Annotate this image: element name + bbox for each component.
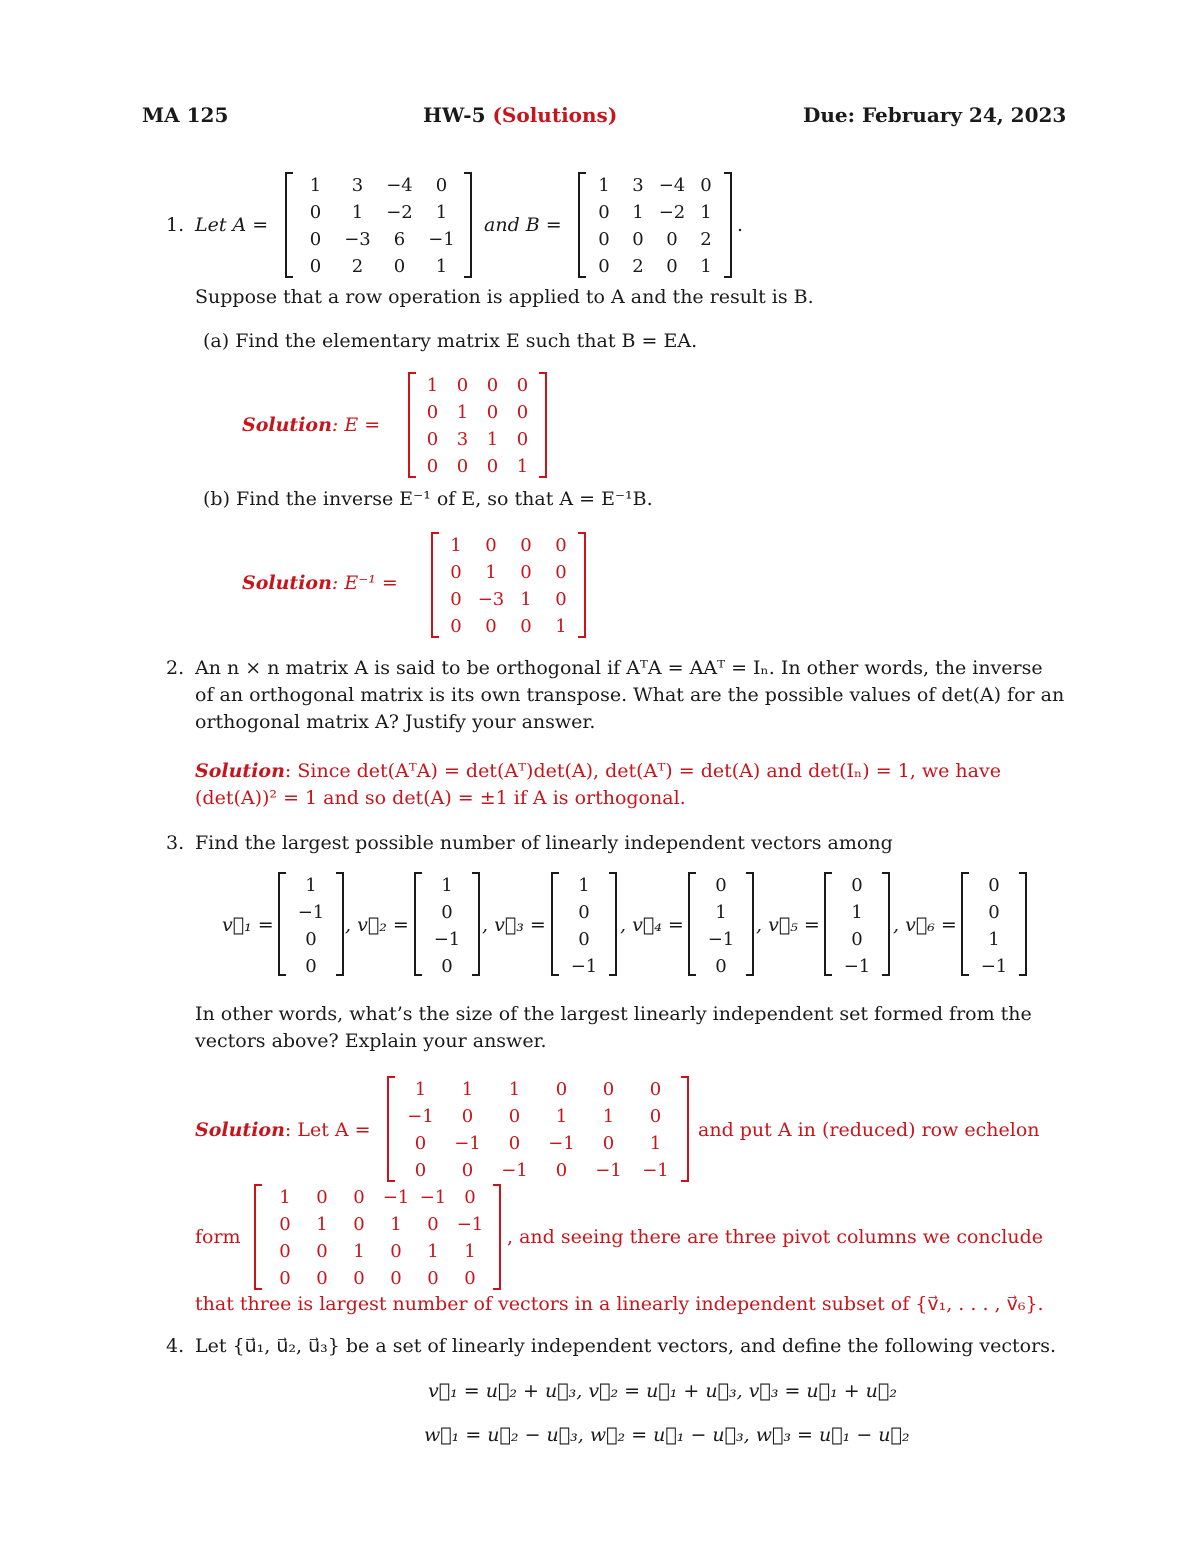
matrix-cell: 0 xyxy=(353,1268,365,1289)
matrix-cell: 0 xyxy=(988,875,1000,896)
p3-line1: Find the largest possible number of linearly independent vectors among xyxy=(195,832,893,854)
matrix-row xyxy=(397,1103,679,1130)
p3-solution-let xyxy=(195,1119,371,1141)
matrix-cell: −1 xyxy=(595,1160,622,1181)
matrix-cell: 0 xyxy=(427,1268,439,1289)
matrix-cell: −1 xyxy=(382,1187,410,1208)
matrix-cell: 1 xyxy=(700,256,712,277)
matrix-cell: 0 xyxy=(851,929,863,950)
matrix-cell: 0 xyxy=(309,229,322,250)
matrix-cell: 1 xyxy=(649,1133,662,1154)
matrix-row xyxy=(418,453,538,480)
matrix-row xyxy=(701,872,741,899)
matrix-row xyxy=(267,1238,489,1265)
matrix-cell: 0 xyxy=(353,1214,365,1235)
matrix-row xyxy=(587,253,723,280)
matrix-row xyxy=(397,1076,679,1103)
problem-3-number: 3. xyxy=(166,832,185,854)
matrix-cell: 0 xyxy=(666,229,678,250)
matrix-cell: 1 xyxy=(520,589,532,610)
matrix-cell: 1 xyxy=(715,902,727,923)
matrix-cell: −1 xyxy=(428,229,455,250)
matrix-table xyxy=(587,172,723,280)
matrix-cell: 0 xyxy=(486,375,499,396)
matrix-row xyxy=(837,899,877,926)
matrix-cell: 0 xyxy=(450,562,462,583)
matrix-cell: 0 xyxy=(414,1160,427,1181)
matrix-cell: 0 xyxy=(316,1187,328,1208)
matrix-cell: 0 xyxy=(441,902,453,923)
matrix-row xyxy=(291,872,331,899)
matrix-row xyxy=(439,613,579,640)
matrix-row xyxy=(974,926,1014,953)
solution-label: Solution xyxy=(195,1119,285,1141)
matrix-row xyxy=(974,953,1014,980)
matrix-row xyxy=(701,926,741,953)
matrix-cell: −2 xyxy=(658,202,686,223)
p2-solution-line2: (det(A))² = 1 and so det(A) = ±1 if A is orthogonal. xyxy=(195,787,686,809)
matrix-row xyxy=(418,372,538,399)
p1-part-b: (b) Find the inverse E⁻¹ of E, so that A = E⁻¹B. xyxy=(203,488,653,510)
p1-period: . xyxy=(737,214,744,236)
matrix-cell: 1 xyxy=(508,1079,521,1100)
matrix-row xyxy=(974,872,1014,899)
matrix-cell: 1 xyxy=(700,202,712,223)
p1a-solution-eq: : E = xyxy=(331,414,381,436)
matrix-table xyxy=(427,872,467,980)
matrix-cell: 0 xyxy=(555,562,567,583)
matrix-row xyxy=(439,559,579,586)
matrix-table xyxy=(397,1076,679,1184)
matrix-cell: 2 xyxy=(632,256,644,277)
matrix-cell: 1 xyxy=(435,202,448,223)
matrix-cell: −3 xyxy=(477,589,505,610)
matrix-cell: 1 xyxy=(353,1241,365,1262)
matrix-cell: 1 xyxy=(988,929,1000,950)
matrix-cell: 0 xyxy=(555,589,567,610)
p4-eq1: v⃗₁ = u⃗₂ + u⃗₃, v⃗₂ = u⃗₁ + u⃗₃, v⃗₃ = u⃗₁ + u⃗₂ xyxy=(428,1380,897,1402)
matrix-cell: 1 xyxy=(414,1079,427,1100)
v4-label: , v⃗₄ = xyxy=(620,914,684,936)
p1b-solution xyxy=(242,572,398,594)
matrix-cell: 1 xyxy=(598,175,610,196)
matrix-cell: 0 xyxy=(461,1160,474,1181)
p2-line2: of an orthogonal matrix is its own transpose. What are the possible values of det(A) for an xyxy=(195,684,1065,706)
vector-v2 xyxy=(414,872,480,976)
matrix-cell: −1 xyxy=(454,1133,481,1154)
matrix-row xyxy=(295,172,463,199)
matrix-cell: 1 xyxy=(851,902,863,923)
matrix-cell: 1 xyxy=(435,256,448,277)
matrix-row xyxy=(564,926,604,953)
matrix-cell: 1 xyxy=(461,1079,474,1100)
matrix-cell: 0 xyxy=(508,1106,521,1127)
matrix-row xyxy=(837,872,877,899)
matrix-cell: 0 xyxy=(435,175,448,196)
matrix-row xyxy=(701,953,741,980)
matrix-table xyxy=(439,532,579,640)
matrix-cell: 0 xyxy=(279,1214,291,1235)
matrix-cell: 0 xyxy=(426,456,439,477)
course-code: MA 125 xyxy=(142,103,229,127)
solution-label: Solution xyxy=(195,760,285,782)
p1-let-a: Let A = xyxy=(195,214,269,236)
matrix-cell: 0 xyxy=(450,589,462,610)
p4-eq2: w⃗₁ = u⃗₂ − u⃗₃, w⃗₂ = u⃗₁ − u⃗₃, w⃗₃ = u⃗₁ − u⃗₂ xyxy=(424,1424,910,1446)
matrix-cell: 0 xyxy=(486,456,499,477)
matrix-cell: −1 xyxy=(433,929,461,950)
matrix-cell: 0 xyxy=(555,1160,568,1181)
matrix-cell: −1 xyxy=(501,1160,528,1181)
matrix-cell: 0 xyxy=(520,616,532,637)
matrix-cell: 6 xyxy=(393,229,406,250)
matrix-cell: 1 xyxy=(602,1106,615,1127)
matrix-cell: 1 xyxy=(305,875,317,896)
solution-label: Solution xyxy=(242,414,332,436)
problem-4-number: 4. xyxy=(166,1335,185,1357)
matrix-cell: 0 xyxy=(508,1133,521,1154)
matrix-row xyxy=(837,926,877,953)
matrix-cell: −4 xyxy=(386,175,413,196)
matrix-cell: 1 xyxy=(427,1241,439,1262)
matrix-cell: −2 xyxy=(386,202,413,223)
matrix-cell: 0 xyxy=(485,616,497,637)
matrix-cell: −1 xyxy=(707,929,735,950)
problem-2-number: 2. xyxy=(166,657,185,679)
matrix-cell: −1 xyxy=(297,902,325,923)
p3-line3: vectors above? Explain your answer. xyxy=(195,1030,547,1052)
matrix-cell: −1 xyxy=(642,1160,669,1181)
matrix-row xyxy=(295,199,463,226)
matrix-cell: 0 xyxy=(441,956,453,977)
matrix-cell: −1 xyxy=(570,956,598,977)
matrix-table xyxy=(418,372,538,480)
matrix-cell: 0 xyxy=(353,1187,365,1208)
problem-1-number: 1. xyxy=(166,214,185,236)
matrix-table xyxy=(701,872,741,980)
matrix-cell: 1 xyxy=(632,202,644,223)
matrix-row xyxy=(295,253,463,280)
matrix-cell: 2 xyxy=(351,256,364,277)
p1a-solution xyxy=(242,414,380,436)
matrix-cell: 3 xyxy=(351,175,364,196)
v2-label: , v⃗₂ = xyxy=(345,914,409,936)
matrix-row xyxy=(397,1157,679,1184)
matrix-cell: 0 xyxy=(464,1268,476,1289)
matrix-table xyxy=(837,872,877,980)
matrix-cell: −4 xyxy=(658,175,686,196)
matrix-cell: 0 xyxy=(427,1214,439,1235)
matrix-cell: 0 xyxy=(486,402,499,423)
matrix-cell: 0 xyxy=(279,1241,291,1262)
matrix-cell: −1 xyxy=(456,1214,484,1235)
matrix-cell: 1 xyxy=(351,202,364,223)
matrix-cell: 0 xyxy=(450,616,462,637)
matrix-row xyxy=(564,872,604,899)
matrix-cell: −1 xyxy=(419,1187,447,1208)
matrix-cell: 0 xyxy=(602,1079,615,1100)
matrix-a-vectors xyxy=(387,1076,689,1182)
matrix-cell: 0 xyxy=(390,1268,402,1289)
matrix-table xyxy=(974,872,1014,980)
solution-label: Solution xyxy=(242,572,332,594)
matrix-cell: 0 xyxy=(598,229,610,250)
matrix-cell: 0 xyxy=(516,402,529,423)
v1-label: v⃗₁ = xyxy=(222,914,274,936)
p3-solution-last: that three is largest number of vectors in a linearly independent subset of {v⃗₁, . . . , v⃗₆}. xyxy=(195,1293,1044,1315)
v5-label: , v⃗₅ = xyxy=(756,914,820,936)
matrix-cell: 0 xyxy=(516,429,529,450)
matrix-row xyxy=(418,426,538,453)
matrix-cell: −1 xyxy=(843,956,871,977)
matrix-cell: 0 xyxy=(414,1133,427,1154)
matrix-cell: 0 xyxy=(649,1106,662,1127)
matrix-cell: 1 xyxy=(426,375,439,396)
matrix-cell: 1 xyxy=(316,1214,328,1235)
matrix-cell: 1 xyxy=(555,616,567,637)
matrix-row xyxy=(291,899,331,926)
p3-solution-after-a: and put A in (reduced) row echelon xyxy=(698,1119,1040,1141)
matrix-cell: 0 xyxy=(461,1106,474,1127)
matrix-row xyxy=(427,926,467,953)
p3-solution-form: form xyxy=(195,1226,241,1248)
matrix-cell: 1 xyxy=(456,402,469,423)
matrix-row xyxy=(587,172,723,199)
matrix-row xyxy=(439,586,579,613)
hw-title xyxy=(423,103,617,127)
matrix-cell: 0 xyxy=(309,256,322,277)
matrix-table xyxy=(564,872,604,980)
matrix-row xyxy=(291,953,331,980)
matrix-row xyxy=(418,399,538,426)
matrix-row xyxy=(974,899,1014,926)
matrix-cell: 0 xyxy=(279,1268,291,1289)
matrix-row xyxy=(587,199,723,226)
matrix-cell: −1 xyxy=(407,1106,434,1127)
matrix-row xyxy=(427,899,467,926)
vector-v3 xyxy=(551,872,617,976)
p3-line2: In other words, what’s the size of the largest linearly independent set formed from the xyxy=(195,1003,1032,1025)
matrix-row xyxy=(427,872,467,899)
vector-v5 xyxy=(824,872,890,976)
matrix-table xyxy=(291,872,331,980)
matrix-cell: 0 xyxy=(516,375,529,396)
matrix-cell: 0 xyxy=(578,902,590,923)
matrix-cell: 0 xyxy=(456,456,469,477)
matrix-cell: 1 xyxy=(450,535,462,556)
matrix-cell: 0 xyxy=(520,535,532,556)
matrix-cell: 1 xyxy=(390,1214,402,1235)
matrix-cell: 0 xyxy=(555,1079,568,1100)
matrix-cell: −3 xyxy=(344,229,371,250)
matrix-cell: 0 xyxy=(305,956,317,977)
matrix-row xyxy=(564,899,604,926)
matrix-cell: 2 xyxy=(700,229,712,250)
p2-line3: orthogonal matrix A? Justify your answer. xyxy=(195,711,596,733)
matrix-cell: 1 xyxy=(485,562,497,583)
p2-solution-text1: : Since det(AᵀA) = det(Aᵀ)det(A), det(Aᵀ) = det(A) and det(Iₙ) = 1, we have xyxy=(284,760,1001,782)
matrix-row xyxy=(837,953,877,980)
matrix-rref xyxy=(254,1184,501,1290)
matrix-cell: 0 xyxy=(851,875,863,896)
matrix-cell: −1 xyxy=(980,956,1008,977)
p1-intro: Suppose that a row operation is applied to A and the result is B. xyxy=(195,286,814,308)
matrix-cell: 0 xyxy=(555,535,567,556)
matrix-cell: 1 xyxy=(279,1187,291,1208)
v3-label: , v⃗₃ = xyxy=(482,914,546,936)
matrix-cell: 0 xyxy=(485,535,497,556)
matrix-cell: 0 xyxy=(700,175,712,196)
matrix-cell: 0 xyxy=(649,1079,662,1100)
matrix-e-inverse xyxy=(431,532,586,638)
matrix-cell: 0 xyxy=(316,1241,328,1262)
matrix-a xyxy=(285,172,472,278)
matrix-row xyxy=(701,899,741,926)
matrix-cell: −1 xyxy=(548,1133,575,1154)
matrix-row xyxy=(439,532,579,559)
p1-and-b: and B = xyxy=(484,214,562,236)
matrix-cell: 1 xyxy=(441,875,453,896)
p3-solution-let-text: : Let A = xyxy=(284,1119,371,1141)
matrix-cell: 0 xyxy=(316,1268,328,1289)
matrix-row xyxy=(267,1211,489,1238)
matrix-cell: 0 xyxy=(715,875,727,896)
matrix-cell: 0 xyxy=(464,1187,476,1208)
vector-v1 xyxy=(278,872,344,976)
matrix-cell: 1 xyxy=(309,175,322,196)
matrix-cell: 0 xyxy=(520,562,532,583)
matrix-table xyxy=(295,172,463,280)
matrix-cell: 0 xyxy=(393,256,406,277)
matrix-cell: 0 xyxy=(426,402,439,423)
matrix-cell: 0 xyxy=(305,929,317,950)
hw-solutions-label: (Solutions) xyxy=(492,103,618,127)
vector-v6 xyxy=(961,872,1027,976)
matrix-cell: 0 xyxy=(309,202,322,223)
matrix-row xyxy=(295,226,463,253)
matrix-cell: 3 xyxy=(456,429,469,450)
matrix-cell: 1 xyxy=(464,1241,476,1262)
matrix-cell: 0 xyxy=(598,256,610,277)
matrix-cell: 0 xyxy=(598,202,610,223)
matrix-row xyxy=(397,1130,679,1157)
matrix-b xyxy=(578,172,732,278)
due-date: Due: February 24, 2023 xyxy=(803,103,1067,127)
matrix-cell: 0 xyxy=(390,1241,402,1262)
matrix-row xyxy=(267,1184,489,1211)
matrix-table xyxy=(267,1184,489,1292)
p2-line1: An n × n matrix A is said to be orthogonal if AᵀA = AAᵀ = Iₙ. In other words, the inverse xyxy=(195,657,1043,679)
p4-line1: Let {u⃗₁, u⃗₂, u⃗₃} be a set of linearly independent vectors, and define the following vectors. xyxy=(195,1335,1056,1357)
matrix-row xyxy=(291,926,331,953)
p1b-solution-eq: : E⁻¹ = xyxy=(331,572,398,594)
matrix-cell: 1 xyxy=(516,456,529,477)
vector-v4 xyxy=(688,872,754,976)
matrix-cell: 3 xyxy=(632,175,644,196)
matrix-cell: 0 xyxy=(426,429,439,450)
p1-part-a: (a) Find the elementary matrix E such that B = EA. xyxy=(203,330,698,352)
matrix-row xyxy=(427,953,467,980)
matrix-row xyxy=(267,1265,489,1292)
matrix-cell: 0 xyxy=(578,929,590,950)
matrix-cell: 1 xyxy=(555,1106,568,1127)
matrix-e xyxy=(408,372,547,478)
v6-label: , v⃗₆ = xyxy=(893,914,957,936)
p2-solution-line1 xyxy=(195,760,1001,782)
matrix-cell: 0 xyxy=(456,375,469,396)
matrix-cell: 0 xyxy=(602,1133,615,1154)
hw-label: HW-5 xyxy=(423,103,486,127)
matrix-cell: 0 xyxy=(666,256,678,277)
matrix-cell: 0 xyxy=(632,229,644,250)
matrix-cell: 0 xyxy=(715,956,727,977)
p3-solution-after-rref: , and seeing there are three pivot columns we conclude xyxy=(507,1226,1044,1248)
matrix-row xyxy=(587,226,723,253)
matrix-row xyxy=(564,953,604,980)
matrix-cell: 1 xyxy=(578,875,590,896)
matrix-cell: 1 xyxy=(486,429,499,450)
matrix-cell: 0 xyxy=(988,902,1000,923)
